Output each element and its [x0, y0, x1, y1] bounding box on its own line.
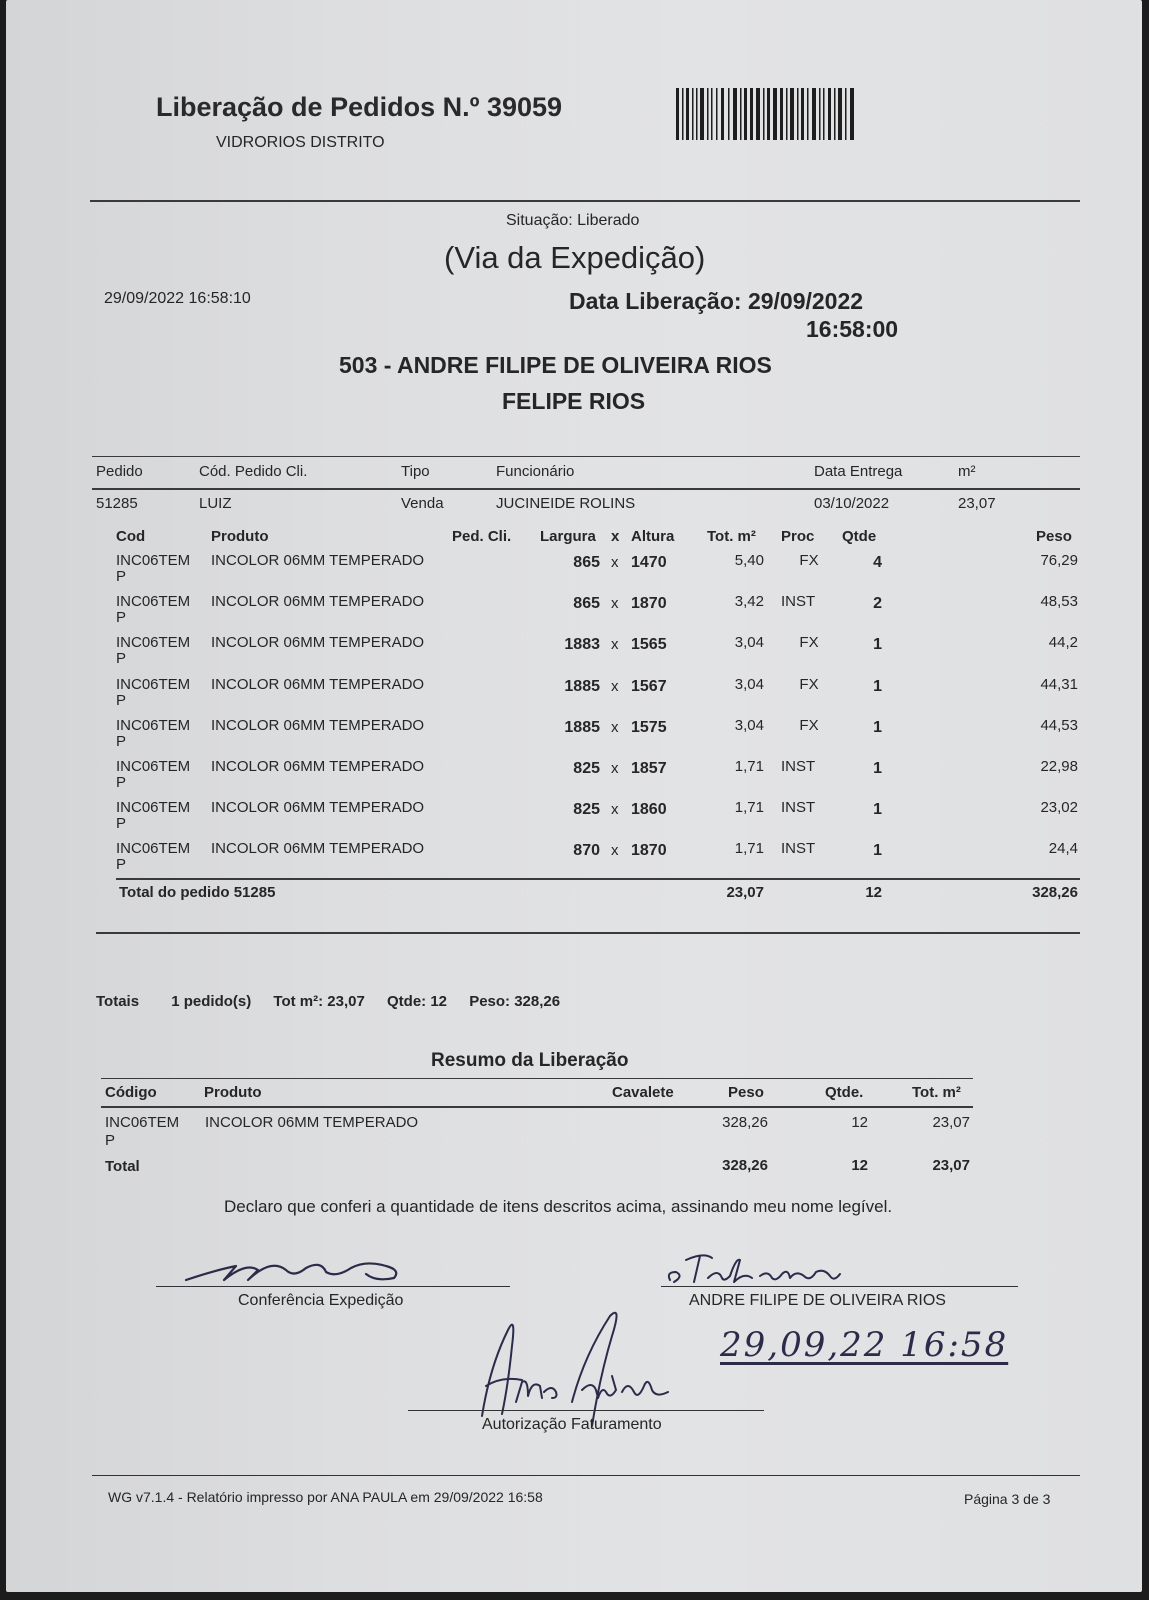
status-text: Situação: Liberado	[506, 212, 640, 229]
summary-row-cod1: INC06TEM	[105, 1114, 180, 1131]
item-largura: 870	[573, 842, 600, 860]
item-qtde: 1	[873, 677, 882, 695]
item-produto: INCOLOR 06MM TEMPERADO	[211, 758, 425, 775]
items-total-label: Total do pedido 51285	[119, 884, 276, 901]
item-largura: 1883	[564, 636, 600, 654]
items-total-m2: 23,07	[726, 884, 764, 901]
order-data-entrega: 03/10/2022	[814, 495, 890, 512]
copy-type: (Via da Expedição)	[444, 240, 706, 275]
summary-header-rule	[101, 1106, 973, 1108]
item-x: x	[611, 554, 619, 571]
order-top-rule	[92, 456, 1080, 457]
item-largura: 1885	[564, 718, 600, 736]
item-cod: INC06TEM	[116, 634, 191, 652]
totals-peso: Peso: 328,26	[469, 993, 561, 1010]
footer-printed-by: WG v7.1.4 - Relatório impresso por ANA PAULA em 29/09/2022 16:58	[108, 1489, 543, 1505]
summary-total-qtde: 12	[851, 1157, 868, 1174]
summary-col-peso: Peso	[728, 1084, 764, 1101]
item-proc: FX	[799, 634, 819, 652]
item-produto: INCOLOR 06MM TEMPERADO	[211, 634, 425, 652]
item-x: x	[611, 595, 619, 613]
order-header-rule	[92, 488, 1080, 490]
item-peso: 22,98	[1040, 758, 1078, 775]
summary-total-tot-m2: 23,07	[932, 1157, 970, 1174]
item-peso: 23,02	[1040, 799, 1078, 817]
document-title: Liberação de Pedidos N.º 39059	[156, 92, 563, 122]
summary-col-cavalete: Cavalete	[612, 1084, 674, 1101]
item-cod-suffix: P	[116, 650, 127, 668]
item-tot-m2: 5,40	[734, 552, 764, 569]
item-altura: 1470	[631, 554, 667, 571]
item-tot-m2: 1,71	[734, 799, 764, 817]
item-cod: INC06TEM	[116, 675, 191, 693]
summary-col-produto: Produto	[204, 1084, 262, 1101]
item-tot-m2: 3,04	[734, 675, 764, 693]
client-name: 503 - ANDRE FILIPE DE OLIVEIRA RIOS	[339, 352, 772, 378]
item-x: x	[611, 636, 619, 654]
item-x: x	[611, 801, 619, 819]
summary-col-tot-m2: Tot. m²	[912, 1084, 961, 1101]
col-m2: m²	[958, 463, 976, 480]
item-qtde: 1	[873, 801, 882, 819]
totals-pedidos: 1 pedido(s)	[171, 993, 252, 1010]
item-largura: 825	[573, 801, 600, 819]
signature-line-cliente	[661, 1286, 1018, 1287]
printed-timestamp: 29/09/2022 16:58:10	[104, 290, 251, 307]
summary-top-rule	[101, 1078, 973, 1079]
header-divider	[90, 200, 1080, 202]
footer-rule	[92, 1475, 1080, 1476]
item-tot-m2: 3,42	[734, 593, 764, 611]
items-col-largura: Largura	[540, 528, 596, 545]
items-bottom-rule	[96, 932, 1080, 934]
item-produto: INCOLOR 06MM TEMPERADO	[211, 675, 425, 693]
col-data-entrega: Data Entrega	[814, 463, 903, 480]
page-number: Página 3 de 3	[964, 1491, 1051, 1507]
item-proc: FX	[799, 675, 819, 693]
item-altura: 1870	[631, 842, 667, 860]
items-total-qtde: 12	[865, 884, 882, 901]
item-altura: 1857	[631, 760, 667, 777]
col-cod-pedido-cli: Cód. Pedido Cli.	[199, 463, 308, 480]
items-col-proc: Proc	[781, 528, 815, 545]
summary-col-codigo: Código	[105, 1084, 157, 1101]
declaration-text: Declaro que conferi a quantidade de itens descritos acima, assinando meu nome legível.	[224, 1197, 893, 1216]
summary-total-peso: 328,26	[722, 1157, 768, 1174]
item-proc: INST	[781, 758, 816, 775]
items-col-altura: Altura	[631, 528, 675, 545]
item-cod: INC06TEM	[116, 799, 191, 817]
item-qtde: 4	[873, 554, 882, 571]
client-contact: FELIPE RIOS	[502, 388, 646, 414]
item-produto: INCOLOR 06MM TEMPERADO	[211, 840, 425, 858]
summary-row-produto: INCOLOR 06MM TEMPERADO	[205, 1114, 419, 1131]
order-cod-pedido-cli: LUIZ	[199, 495, 232, 512]
item-peso: 76,29	[1040, 552, 1078, 569]
summary-title: Resumo da Liberação	[431, 1050, 629, 1071]
item-altura: 1565	[631, 636, 667, 654]
item-tot-m2: 1,71	[734, 840, 764, 858]
totals-qtde: Qtde: 12	[387, 993, 448, 1010]
item-cod: INC06TEM	[116, 716, 191, 734]
item-proc: FX	[799, 716, 819, 734]
item-proc: INST	[781, 840, 816, 858]
item-x: x	[611, 760, 619, 777]
item-peso: 48,53	[1040, 593, 1078, 611]
col-pedido: Pedido	[96, 463, 143, 480]
item-qtde: 1	[873, 718, 882, 736]
item-altura: 1567	[631, 677, 667, 695]
signature-line-autorizacao	[408, 1410, 764, 1411]
item-cod-suffix: P	[116, 815, 127, 833]
item-altura: 1870	[631, 595, 667, 613]
items-col-produto: Produto	[211, 528, 269, 545]
item-qtde: 1	[873, 636, 882, 654]
item-proc: INST	[781, 799, 816, 817]
item-x: x	[611, 677, 619, 695]
item-produto: INCOLOR 06MM TEMPERADO	[211, 716, 425, 734]
signature-label-conferencia: Conferência Expedição	[238, 1292, 404, 1309]
item-peso: 44,2	[1048, 634, 1078, 652]
item-tot-m2: 1,71	[734, 758, 764, 775]
order-funcionario: JUCINEIDE ROLINS	[496, 495, 636, 512]
items-col-x: x	[611, 528, 620, 545]
item-largura: 825	[573, 760, 600, 777]
summary-row-tot-m2: 23,07	[932, 1114, 970, 1131]
item-cod-suffix: P	[116, 609, 127, 627]
item-produto: INCOLOR 06MM TEMPERADO	[211, 799, 425, 817]
summary-row-peso: 328,26	[722, 1114, 768, 1131]
totals-label: Totais	[96, 993, 140, 1010]
handwritten-date: 29,09,22 16:58	[720, 1325, 1009, 1365]
col-tipo: Tipo	[401, 463, 430, 480]
items-col-peso: Peso	[1036, 528, 1072, 545]
item-peso: 44,53	[1040, 716, 1078, 734]
item-cod-suffix: P	[116, 691, 127, 709]
item-cod-suffix: P	[116, 732, 127, 750]
release-time: 16:58:00	[806, 316, 899, 342]
items-col-cod: Cod	[116, 528, 146, 545]
order-m2: 23,07	[958, 495, 996, 512]
item-cod-suffix: P	[116, 568, 127, 585]
order-pedido: 51285	[96, 495, 138, 512]
item-cod: INC06TEM	[116, 758, 191, 775]
item-cod: INC06TEM	[116, 552, 191, 569]
item-largura: 1885	[564, 677, 600, 695]
item-altura: 1575	[631, 718, 667, 736]
item-peso: 44,31	[1040, 675, 1078, 693]
summary-col-qtde: Qtde.	[825, 1084, 864, 1101]
items-col-qtde: Qtde	[842, 528, 877, 545]
items-total-peso: 328,26	[1032, 884, 1078, 901]
items-total-rule	[116, 878, 1080, 880]
item-cod-suffix: P	[116, 774, 127, 791]
totals-line	[96, 993, 578, 1010]
barcode	[676, 88, 856, 140]
company-name: VIDRORIOS DISTRITO	[216, 134, 385, 151]
item-tot-m2: 3,04	[734, 716, 764, 734]
items-col-ped-cli: Ped. Cli.	[452, 528, 512, 545]
item-cod: INC06TEM	[116, 593, 191, 611]
totals-m2: Tot m²: 23,07	[273, 993, 365, 1010]
item-x: x	[611, 718, 619, 736]
col-funcionario: Funcionário	[496, 463, 575, 480]
item-cod-suffix: P	[116, 856, 127, 874]
item-proc: FX	[799, 552, 819, 569]
summary-row-cod2: P	[105, 1132, 116, 1149]
item-produto: INCOLOR 06MM TEMPERADO	[211, 552, 425, 569]
item-proc: INST	[781, 593, 816, 611]
item-qtde: 1	[873, 842, 882, 860]
signature-label-cliente: ANDRE FILIPE DE OLIVEIRA RIOS	[689, 1292, 946, 1309]
summary-total-label: Total	[105, 1158, 140, 1175]
item-largura: 865	[573, 595, 600, 613]
item-qtde: 2	[873, 595, 882, 613]
item-tot-m2: 3,04	[734, 634, 764, 652]
item-qtde: 1	[873, 760, 882, 777]
release-date: Data Liberação: 29/09/2022	[569, 288, 864, 314]
signature-line-conferencia	[156, 1286, 510, 1287]
items-col-tot-m2: Tot. m²	[707, 528, 756, 545]
signature-cliente	[664, 1248, 874, 1290]
signature-conferencia	[176, 1248, 426, 1288]
item-altura: 1860	[631, 801, 667, 819]
item-x: x	[611, 842, 619, 860]
summary-row-qtde: 12	[851, 1114, 868, 1131]
order-tipo: Venda	[401, 495, 444, 512]
item-produto: INCOLOR 06MM TEMPERADO	[211, 593, 425, 611]
item-peso: 24,4	[1048, 840, 1078, 858]
signature-label-autorizacao: Autorização Faturamento	[482, 1416, 662, 1433]
item-largura: 865	[573, 554, 600, 571]
item-cod: INC06TEM	[116, 840, 191, 858]
document-page	[6, 0, 1142, 1592]
